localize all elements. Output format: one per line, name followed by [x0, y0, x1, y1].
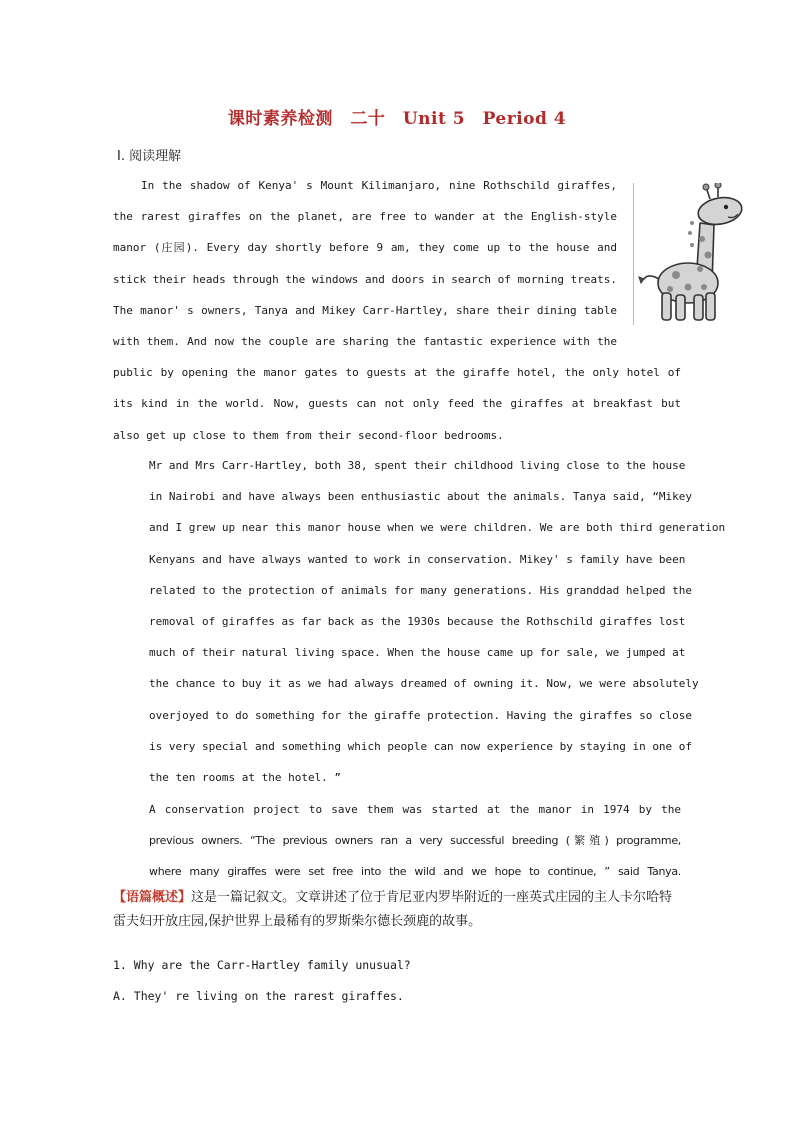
- passage-summary: [113, 886, 683, 934]
- text-line: overjoyed to do something for the giraffe protection. Having the giraffes so close: [149, 708, 693, 722]
- text-line: in Nairobi and have always been enthusiastic about the animals. Tanya said, “Mikey: [149, 490, 693, 504]
- text-line: stick their heads through the windows and doors in search of morning treats.: [113, 272, 617, 286]
- section-heading: Ⅰ. 阅读理解: [117, 149, 182, 164]
- text-line: where many giraffes were set free into the wild and we hope to continue, ” said Tanya.: [149, 865, 681, 879]
- text-line: the chance to buy it as we had always dreamed of owning it. Now, we were absolutely: [149, 677, 699, 691]
- summary-tag: 【语篇概述】: [113, 890, 192, 905]
- text-line: The manor' s owners, Tanya and Mikey Carr-Hartley, share their dining table: [113, 303, 617, 317]
- text-line: removal of giraffes as far back as the 1930s because the Rothschild giraffes lost: [149, 615, 686, 629]
- text-line: public by opening the manor gates to guests at the giraffe hotel, the only hotel of: [113, 366, 681, 380]
- text-line: is very special and something which people can now experience by staying in one of: [149, 739, 693, 753]
- paragraph-3: [113, 794, 681, 888]
- question-1: 1. Why are the Carr-Hartley family unusual?: [113, 958, 411, 972]
- text-line: In the shadow of Kenya' s Mount Kilimanjaro, nine Rothschild giraffes,: [141, 179, 617, 192]
- text-line: Mr and Mrs Carr-Hartley, both 38, spent their childhood living close to the house: [149, 459, 686, 472]
- page-title: 课时素养检测 二十 Unit 5 Period 4: [227, 109, 567, 129]
- text-line: the ten rooms at the hotel. ”: [149, 771, 342, 785]
- text-line: related to the protection of animals for many generations. His granddad helped the: [149, 583, 693, 597]
- text-line: also get up close to them from their second-floor bedrooms.: [113, 428, 504, 442]
- text-line: Kenyans and have always wanted to work in conservation. Mikey' s family have been: [149, 552, 686, 566]
- summary-text: 这是一篇记叙文。文章讲述了位于肯尼亚内罗毕附近的一座英式庄园的主人卡尔哈特雷夫妇开放庄园,保护世界上最稀有的罗斯柴尔德长颈鹿的故事。: [113, 890, 673, 929]
- text-line: A conservation project to save them was started at the manor in 1974 by the: [149, 803, 681, 816]
- text-line: its kind in the world. Now, guests can not only feed the giraffes at breakfast but: [113, 397, 681, 411]
- text-line: the rarest giraffes on the planet, are free to wander at the English-style: [113, 210, 617, 224]
- option-a: A. They' re living on the rarest giraffes.: [113, 989, 404, 1003]
- text-line: previous owners. “The previous owners ran a very successful breeding (繁殖) programme,: [149, 834, 681, 848]
- giraffe-cartoon-icon: [633, 183, 746, 325]
- text-line: and I grew up near this manor house when we were children. We are both third generation: [149, 521, 726, 535]
- paragraph-1: [113, 170, 681, 451]
- text-line: with them. And now the couple are sharing the fantastic experience with the: [113, 335, 617, 349]
- paragraph-2: [113, 450, 726, 793]
- text-line: manor (庄园). Every day shortly before 9 am, they come up to the house and: [113, 241, 617, 255]
- text-line: much of their natural living space. When the house came up for sale, we jumped at: [149, 646, 686, 660]
